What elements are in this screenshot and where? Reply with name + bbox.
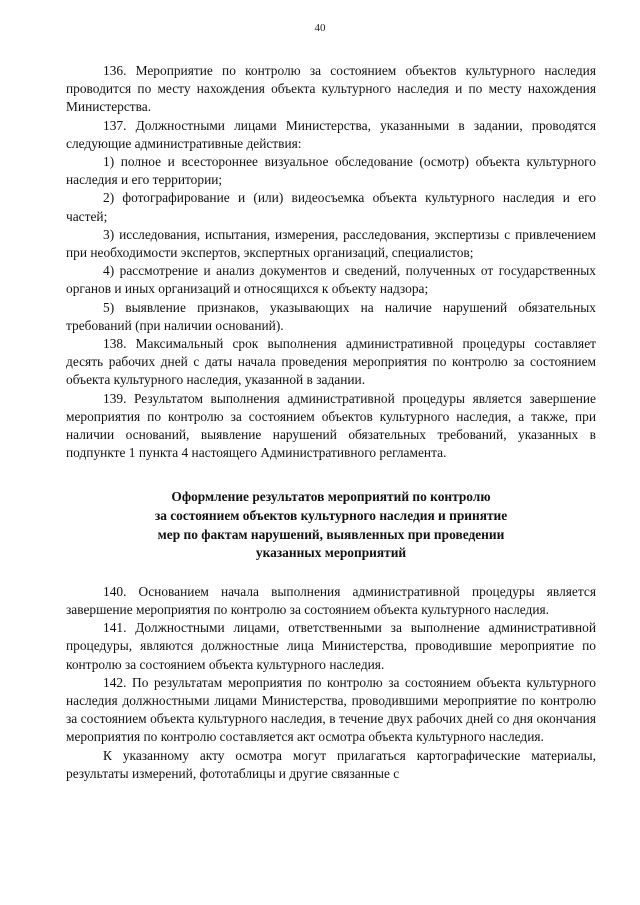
paragraph-140: 140. Основанием начала выполнения административной процедуры является завершение мероприятия по контролю за состоянием объекта культурного наследия. bbox=[66, 583, 596, 618]
list-item-5: 5) выявление признаков, указывающих на наличие нарушений обязательных требований (при наличии оснований). bbox=[66, 299, 596, 333]
document-body bbox=[66, 62, 596, 783]
paragraph-attachments: К указанному акту осмотра могут прилагаться картографические материалы, результаты измерений, фототаблицы и другие связанные с bbox=[66, 747, 596, 781]
page-number: 40 bbox=[314, 22, 326, 34]
paragraph-139: 139. Результатом выполнения административной процедуры является завершение мероприятия по контролю за состоянием объектов культурного наследия, а также, при наличии оснований, выявление нарушений обязательных требований, указанных в подпункте 1 пункта 4 настоящего Административного регламента. bbox=[66, 390, 596, 461]
list-item-3: 3) исследования, испытания, измерения, расследования, экспертизы с привлечением при необходимости экспертов, экспертных организаций, специалистов; bbox=[66, 226, 596, 261]
section-heading-line: Оформление результатов мероприятий по контролю bbox=[171, 489, 491, 505]
list-item-1: 1) полное и всестороннее визуальное обследование (осмотр) объекта культурного наследия и его территории; bbox=[66, 154, 596, 188]
list-item-2: 2) фотографирование и (или) видеосъемка объекта культурного наследия и его частей; bbox=[66, 190, 596, 224]
paragraph-141: 141. Должностными лицами, ответственными за выполнение административной процедуры, являются должностные лица Министерства, проводившие мероприятие по контролю за состоянием объекта культурного наследия. bbox=[66, 620, 596, 672]
paragraph-142: 142. По результатам мероприятия по контролю за состоянием объекта культурного наследия должностными лицами Министерства, проводившими мероприятие по контролю за состоянием объекта культурного наследия, в течение двух рабочих дней со дня окончания мероприятия по контролю составляется акт осмотра объекта культурного наследия. bbox=[66, 674, 596, 745]
section-heading bbox=[66, 488, 596, 562]
paragraph-136: 136. Мероприятие по контролю за состоянием объектов культурного наследия проводится по месту нахождения объекта культурного наследия и по месту нахождения Министерства. bbox=[66, 63, 596, 115]
section-heading-line: указанных мероприятий bbox=[255, 545, 407, 561]
paragraph-138: 138. Максимальный срок выполнения административной процедуры составляет десять рабочих дней с даты начала проведения мероприятия по контролю за состоянием объекта культурного наследия, указанной в задании. bbox=[66, 336, 596, 388]
list-item-4: 4) рассмотрение и анализ документов и сведений, полученных от государственных органов и иных организаций и относящихся к объекту надзора; bbox=[66, 263, 596, 297]
section-heading-line: за состоянием объектов культурного наследия и принятие bbox=[154, 508, 508, 524]
section-heading-line: мер по фактам нарушений, выявленных при проведении bbox=[157, 526, 505, 542]
paragraph-137: 137. Должностными лицами Министерства, указанными в задании, проводятся следующие административные действия: bbox=[66, 117, 596, 151]
